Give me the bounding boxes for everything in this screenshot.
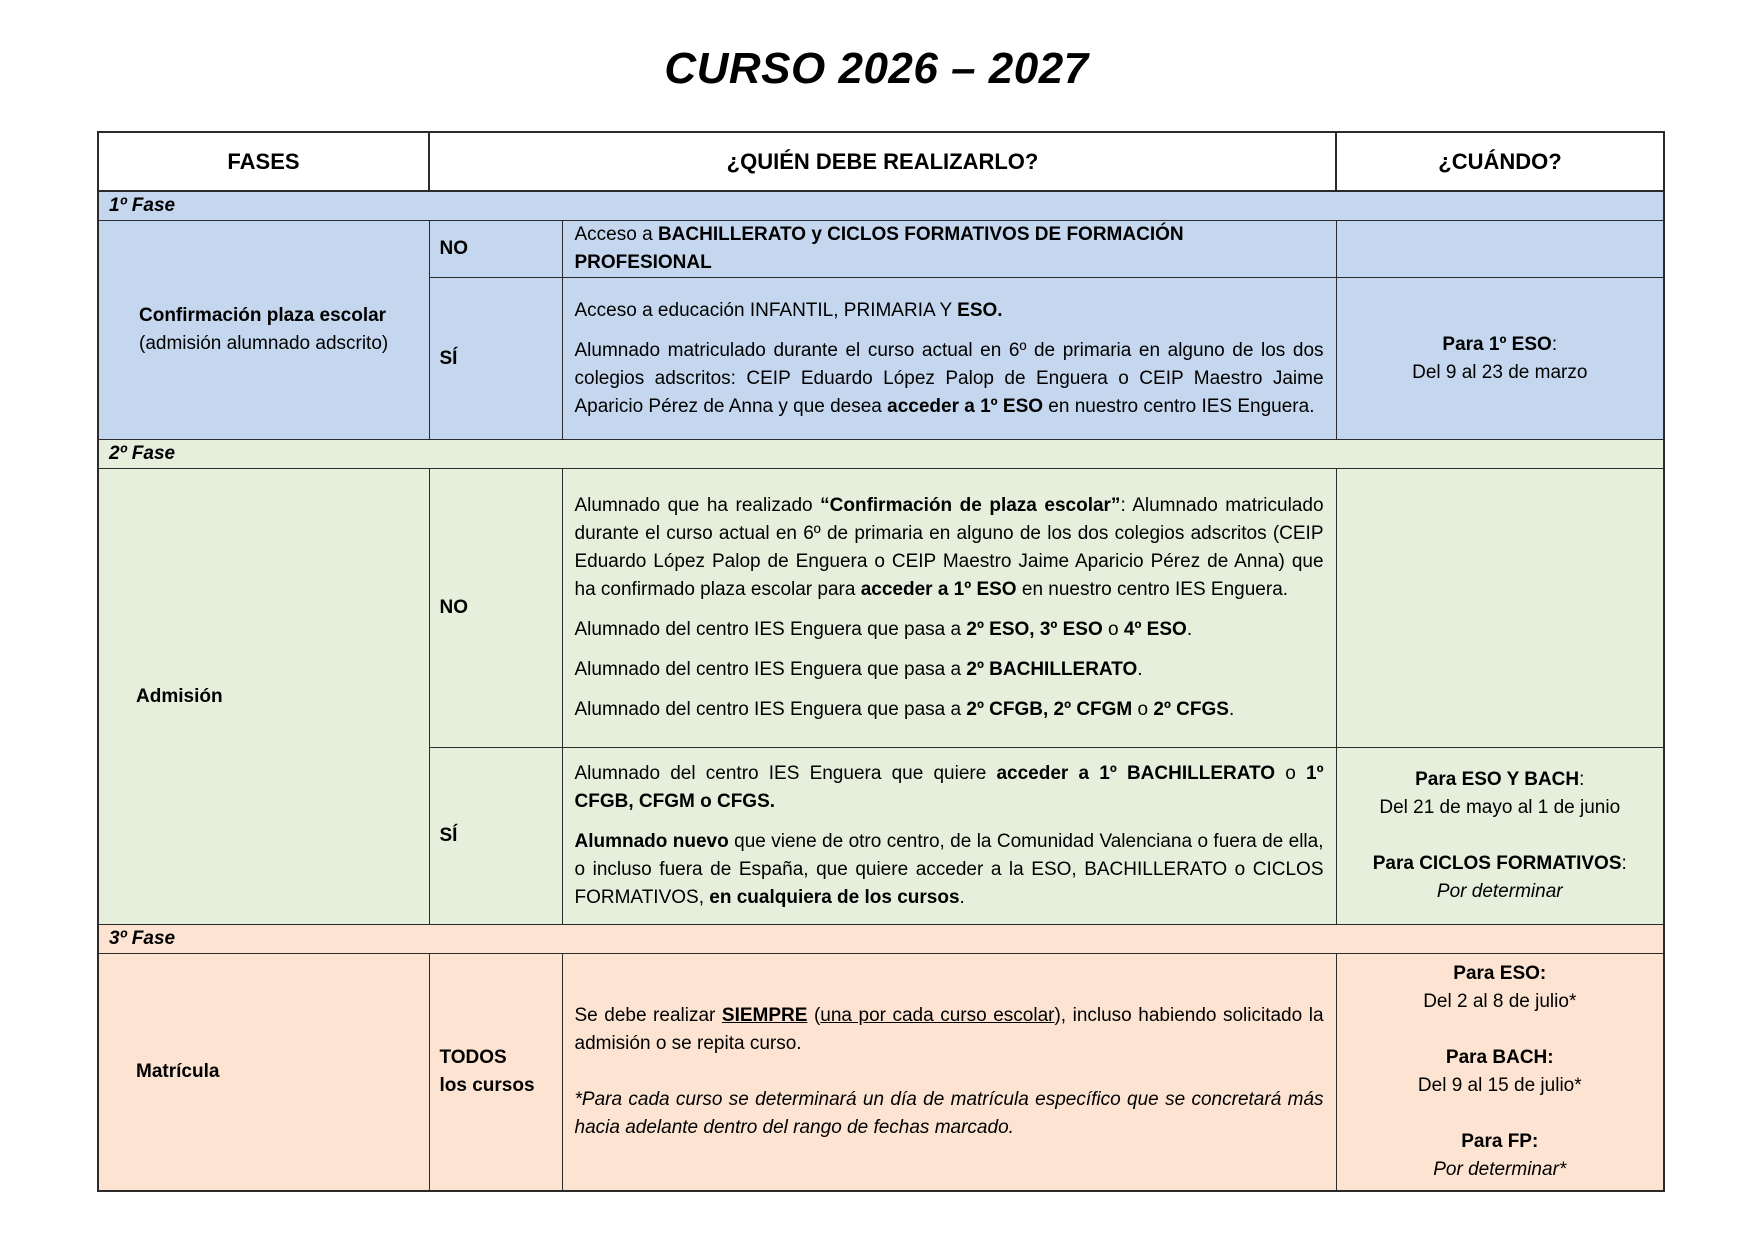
page-title: CURSO 2026 – 2027 <box>664 44 1089 93</box>
phase-1-name: Confirmación plaza escolar <box>139 305 387 326</box>
phase-2-name: Admisión <box>98 469 429 925</box>
phase-3-desc: Se debe realizar SIEMPRE (una por cada curso escolar), incluso habiendo solicitado la admisión o se repita curso. *Para cada curso se determinará un día de matrícula específico que se concretará más hacia adelante dentro del rango de fechas marcado. <box>562 954 1336 1192</box>
phase-2-label-row <box>98 440 1664 469</box>
phase-1-name-cell <box>98 221 429 440</box>
phase-2-no-desc: Alumnado que ha realizado “Confirmación de plaza escolar”: Alumnado matriculado durante el curso actual en 6º de primaria en alguno de los dos colegios adscritos (CEIP Eduardo López Palop de Enguera o CEIP Maestro Jaime Aparicio Pérez de Anna) que ha confirmado plaza escolar para acceder a 1º ESO en nuestro centro IES Enguera. Alumnado del centro IES Enguera que pasa a 2º ESO, 3º ESO o 4º ESO. Alumnado del centro IES Enguera que pasa a 2º BACHILLERATO. Alumnado del centro IES Enguera que pasa a 2º CFGB, 2º CFGM o 2º CFGS. <box>562 469 1336 748</box>
phases-table <box>97 131 1665 1192</box>
header-row <box>98 132 1664 191</box>
phase-1-si-label: SÍ <box>429 278 562 440</box>
phase-2-no-row <box>98 469 1664 748</box>
phase-3-note: *Para cada curso se determinará un día de matrícula específico que se concretará más hacia adelante dentro del rango de fechas marcado. <box>574 1089 1324 1138</box>
phase-1-si-desc: Acceso a educación INFANTIL, PRIMARIA Y ESO. Alumnado matriculado durante el curso actual en 6º de primaria en alguno de los dos colegios adscritos: CEIP Eduardo López Palop de Enguera o CEIP Maestro Jaime Aparicio Pérez de Anna y que desea acceder a 1º ESO en nuestro centro IES Enguera. <box>562 278 1336 440</box>
phase-1-si-when: Para 1º ESO: Del 9 al 23 de marzo <box>1336 278 1664 440</box>
phase-3-label-row <box>98 925 1664 954</box>
phase-2-si-label: SÍ <box>429 748 562 925</box>
phase-1-label: 1º Fase <box>98 191 1664 221</box>
header-fases: FASES <box>98 132 429 191</box>
phase-2-no-when <box>1336 469 1664 748</box>
phase-3-name: Matrícula <box>98 954 429 1192</box>
phase-2-si-when: Para ESO Y BACH: Del 21 de mayo al 1 de junio Para CICLOS FORMATIVOS: Por determinar <box>1336 748 1664 925</box>
header-quien: ¿QUIÉN DEBE REALIZARLO? <box>429 132 1336 191</box>
phase-3-when: Para ESO: Del 2 al 8 de julio* Para BACH: Del 9 al 15 de julio* Para FP: Por determinar* <box>1336 954 1664 1192</box>
phase-1-subname: (admisión alumnado adscrito) <box>139 333 389 354</box>
phase-2-label: 2º Fase <box>98 440 1664 469</box>
phase-3-who: TODOS los cursos <box>429 954 562 1192</box>
phase-1-no-row <box>98 221 1664 278</box>
header-cuando: ¿CUÁNDO? <box>1336 132 1664 191</box>
phase-2-no-label: NO <box>429 469 562 748</box>
phase-2-si-desc: Alumnado del centro IES Enguera que quiere acceder a 1º BACHILLERATO o 1º CFGB, CFGM o CFGS. Alumnado nuevo que viene de otro centro, de la Comunidad Valenciana o fuera de ella, o incluso fuera de España, que quiere acceder a la ESO, BACHILLERATO o CICLOS FORMATIVOS, en cualquiera de los cursos. <box>562 748 1336 925</box>
phase-1-no-label: NO <box>429 221 562 278</box>
phase-1-label-row <box>98 191 1664 221</box>
phase-3-label: 3º Fase <box>98 925 1664 954</box>
phase-1-no-desc: Acceso a BACHILLERATO y CICLOS FORMATIVOS DE FORMACIÓN PROFESIONAL <box>562 221 1336 278</box>
phase-3-row <box>98 954 1664 1192</box>
phase-1-no-when <box>1336 221 1664 278</box>
